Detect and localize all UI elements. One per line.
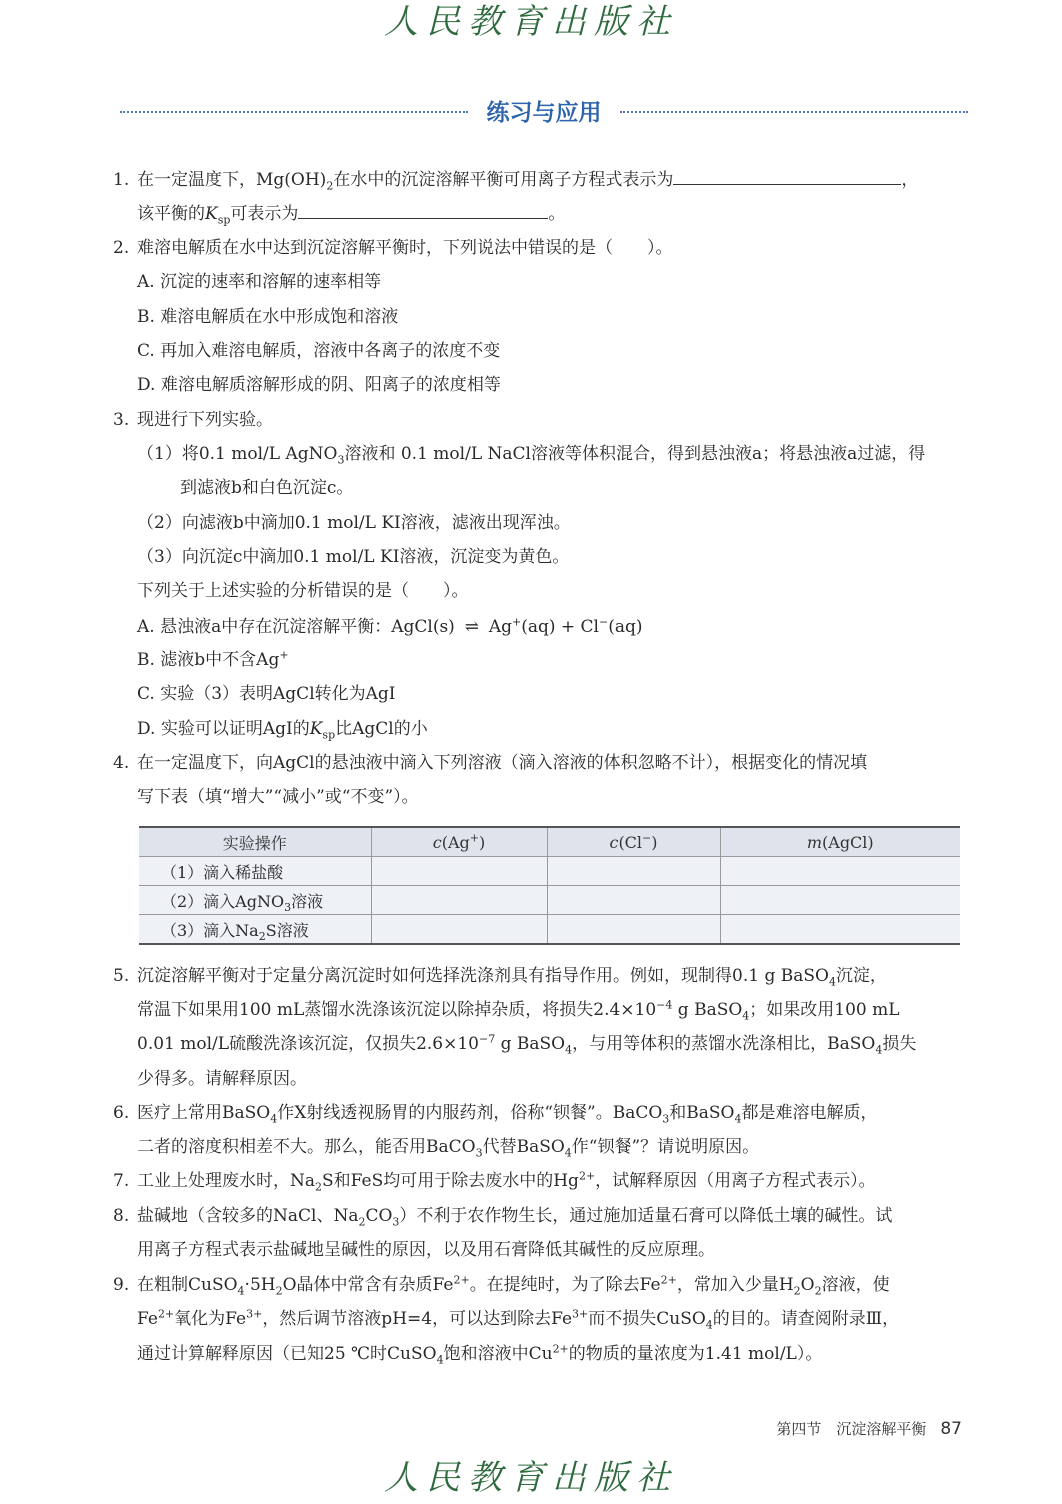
text-fragment: O晶体中常含有杂质Fe <box>282 1275 454 1295</box>
text-fragment: + <box>469 831 479 845</box>
text-fragment: 2 <box>814 1284 822 1298</box>
publisher-logo-bottom: 人民教育出版社 <box>384 1458 678 1498</box>
text-fragment: （2）滴入AgNO <box>161 891 285 911</box>
q2-option-d: D. 难溶电解质溶解形成的阴、阳离子的浓度相等 <box>137 375 501 395</box>
q1-text3: 该平衡的 <box>137 204 205 224</box>
q3-d-text2: 比AgCl的小 <box>335 719 428 739</box>
q3-step1-cont: 到滤液b和白色沉淀c。 <box>180 478 354 498</box>
q4-number: 4. <box>113 753 130 773</box>
row2-c-cl-cell[interactable] <box>547 886 720 915</box>
ksp-sub: sp <box>217 213 231 227</box>
section-header <box>120 92 968 132</box>
q2-option-b: B. 难溶电解质在水中形成饱和溶液 <box>137 307 399 327</box>
q5-line4: 少得多。请解释原因。 <box>137 1069 307 1089</box>
text-fragment: 3+ <box>246 1307 263 1321</box>
q9-line1 <box>113 1273 890 1297</box>
row2-operation <box>139 886 371 915</box>
page-footer <box>776 1418 962 1439</box>
q4-line2: 写下表（填“增大”“减小”或“不变”）。 <box>137 787 419 807</box>
text-fragment: 作X射线透视肠胃的内服药剂，俗称“钡餐”。BaCO <box>277 1103 663 1123</box>
text-fragment: 3+ <box>572 1307 589 1321</box>
q4-line1 <box>113 751 867 775</box>
text-fragment: 都是难溶电解质， <box>741 1103 878 1123</box>
dotted-rule-right <box>620 111 968 113</box>
q2-line <box>113 236 673 260</box>
text-fragment: 沉淀， <box>835 966 887 986</box>
text-fragment: 2 <box>358 1215 366 1229</box>
q3-d-k: K <box>309 719 323 739</box>
q5-number: 5. <box>113 966 130 986</box>
q3-option-d <box>137 717 428 741</box>
text-fragment: 的目的。请查阅附录Ⅲ， <box>712 1309 900 1329</box>
header-c-ag <box>371 827 547 857</box>
q3-step3: （3）向沉淀c中滴加0.1 mol/L KI溶液，沉淀变为黄色。 <box>137 547 570 567</box>
text-fragment: S溶液 <box>265 920 309 940</box>
text-fragment: ) <box>478 832 486 852</box>
row2-c-ag-cell[interactable] <box>371 886 547 915</box>
q3-option-b <box>137 648 289 672</box>
text-fragment: ，然后调节溶液pH=4，可以达到除去Fe <box>262 1309 573 1329</box>
text-fragment: 4 <box>237 1284 245 1298</box>
page-number: 87 <box>940 1419 962 1439</box>
ksp-k: K <box>205 204 218 224</box>
text-fragment: 4 <box>564 1146 572 1160</box>
text-fragment: 工业上处理废水时，Na <box>137 1171 316 1191</box>
q1-blank-ksp[interactable] <box>298 204 548 219</box>
text-fragment: CO <box>365 1206 393 1226</box>
text-fragment: 2 <box>315 1180 323 1194</box>
text-fragment: c <box>609 832 619 852</box>
q3-step1 <box>137 442 925 466</box>
table-header-row <box>139 827 960 857</box>
text-fragment: ·5H <box>244 1275 276 1295</box>
text-fragment: 作“钡餐”？请说明原因。 <box>571 1137 760 1157</box>
q9-line3 <box>137 1342 822 1366</box>
q4-text: 在一定温度下，向AgCl的悬浊液中滴入下列溶液（滴入溶液的体积忽略不计），根据变化的情况填 <box>137 753 868 773</box>
text-fragment: 2+ <box>157 1307 175 1321</box>
text-fragment: (Ag <box>441 832 470 852</box>
q5-line1 <box>113 964 887 988</box>
q3-s1a: （1）将0.1 mol/L AgNO <box>137 444 338 464</box>
text-fragment: 3 <box>662 1112 670 1126</box>
row1-c-ag-cell[interactable] <box>371 857 547 886</box>
row1-c-cl-cell[interactable] <box>547 857 720 886</box>
text-fragment: 2 <box>793 1284 801 1298</box>
header-c-cl <box>547 827 720 857</box>
q8-line2: 用离子方程式表示盐碱地呈碱性的原因，以及用石膏降低其碱性的反应原理。 <box>137 1240 715 1260</box>
q8-line1 <box>113 1204 892 1228</box>
text-fragment: 溶液，使 <box>821 1275 890 1295</box>
header-operation: 实验操作 <box>139 827 371 857</box>
text-fragment: 4 <box>436 1353 444 1367</box>
text-fragment: 4 <box>742 1009 750 1023</box>
table-row <box>139 886 960 915</box>
text-fragment: 4 <box>828 975 836 989</box>
q3-option-c: C. 实验（3）表明AgCl转化为AgI <box>137 684 396 704</box>
header-m-agcl <box>720 827 960 857</box>
text-fragment: 4 <box>565 1043 573 1057</box>
text-fragment: 。在提纯时，为了除去Fe <box>469 1275 661 1295</box>
q1-text: 在一定温度下，Mg(OH) <box>137 170 327 190</box>
text-fragment: ) <box>651 832 658 852</box>
q3-a-sup2: − <box>598 615 609 629</box>
text-fragment: (Cl <box>618 832 643 852</box>
text-fragment: 0.01 mol/L硫酸洗涤该沉淀，仅损失2.6×10 <box>137 1034 479 1054</box>
row3-c-ag-cell[interactable] <box>371 915 547 945</box>
text-fragment: 2 <box>258 929 266 943</box>
text-fragment: 氧化为Fe <box>174 1309 247 1329</box>
text-fragment: (AgCl) <box>822 832 874 852</box>
text-fragment: 溶液 <box>291 891 324 911</box>
q3-s1b: 溶液和 0.1 mol/L NaCl溶液等体积混合，得到悬浊液a；将悬浊液a过滤，得 <box>344 444 926 464</box>
text-fragment: 常温下如果用100 mL蒸馏水洗涤该沉淀以除掉杂质，将损失2.4×10 <box>137 1000 657 1020</box>
q2-text: 难溶电解质在水中达到沉淀溶解平衡时，下列说法中错误的是（ ）。 <box>137 238 673 258</box>
q1-blank-equation[interactable] <box>673 170 901 185</box>
text-fragment: ，试解释原因（用离子方程式表示）。 <box>595 1171 876 1191</box>
text-fragment: 4 <box>270 1112 278 1126</box>
text-fragment: 2+ <box>453 1273 470 1287</box>
q1-sub: 2 <box>326 179 334 193</box>
text-fragment: ，常加入少量H <box>676 1275 794 1295</box>
q7-number: 7. <box>113 1171 130 1191</box>
text-fragment: 4 <box>875 1043 883 1057</box>
text-fragment: 3 <box>475 1146 483 1160</box>
q9-line2 <box>137 1307 899 1331</box>
table-row <box>139 857 960 886</box>
text-fragment: −7 <box>478 1032 496 1046</box>
text-fragment: m <box>806 832 823 852</box>
q1-comma: ， <box>901 170 919 190</box>
q3-a-ag: Ag <box>488 617 512 637</box>
section-title: 练习与应用 <box>486 100 602 126</box>
publisher-logo-top: 人民教育出版社 <box>384 2 678 42</box>
q3-step2: （2）向滤液b中滴加0.1 mol/L KI溶液，滤液出现浑浊。 <box>137 513 571 533</box>
text-fragment: 沉淀溶解平衡对于定量分离沉淀时如何选择洗涤剂具有指导作用。例如，现制得0.1 g BaSO <box>137 966 829 986</box>
q1-number: 1. <box>113 170 130 190</box>
q3-option-a <box>137 615 643 639</box>
text-fragment: 3 <box>392 1215 400 1229</box>
footer-section: 第四节 沉淀溶解平衡 <box>776 1420 927 1438</box>
text-fragment: 医疗上常用BaSO <box>137 1103 271 1123</box>
q7-line <box>113 1169 876 1193</box>
q6-number: 6. <box>113 1103 130 1123</box>
text-fragment: 2+ <box>578 1169 596 1183</box>
row3-c-cl-cell[interactable] <box>547 915 720 945</box>
q3-number: 3. <box>113 410 130 430</box>
text-fragment: 通过计算解释原因（已知25 ℃时CuSO <box>137 1344 437 1364</box>
text-fragment: c <box>432 832 442 852</box>
text-fragment: 4 <box>705 1318 713 1332</box>
q3-text: 现进行下列实验。 <box>137 410 273 430</box>
row2-m-agcl-cell[interactable] <box>720 886 960 915</box>
dotted-rule-left <box>120 111 468 113</box>
q6-line2 <box>137 1135 759 1159</box>
q3-b-sup: + <box>279 648 289 662</box>
q1-line2 <box>137 202 565 226</box>
text-fragment: 代替BaSO <box>482 1137 565 1157</box>
q6-line1 <box>113 1101 878 1125</box>
q1-text4: 可表示为 <box>230 204 299 224</box>
row3-operation <box>139 915 371 945</box>
text-fragment: − <box>642 831 652 845</box>
table-row <box>139 915 960 945</box>
text-fragment: 在粗制CuSO <box>137 1275 238 1295</box>
text-fragment: ，与用等体积的蒸馏水洗涤相比，BaSO <box>572 1034 876 1054</box>
text-fragment: 饱和溶液中Cu <box>443 1344 553 1364</box>
text-fragment: 4 <box>734 1112 742 1126</box>
q8-number: 8. <box>113 1206 130 1226</box>
q1-line1 <box>113 168 918 192</box>
text-fragment: g BaSO <box>672 1000 743 1020</box>
text-fragment: 2 <box>275 1284 283 1298</box>
q3-a-cl: (aq) + Cl <box>521 617 599 637</box>
text-fragment: （3）滴入Na <box>161 920 259 940</box>
q2-number: 2. <box>113 238 130 258</box>
q3-a-aq: (aq) <box>608 617 643 637</box>
q1-text2: 在水中的沉淀溶解平衡可用离子方程式表示为 <box>333 170 674 190</box>
q2-option-c: C. 再加入难溶电解质，溶液中各离子的浓度不变 <box>137 341 501 361</box>
equilibrium-arrow-icon: ⇌ <box>464 617 479 637</box>
text-fragment: 而不损失CuSO <box>588 1309 706 1329</box>
q3-d-sub: sp <box>322 728 336 742</box>
text-fragment: S和FeS均可用于除去废水中的Hg <box>322 1171 579 1191</box>
text-fragment: g BaSO <box>495 1034 566 1054</box>
text-fragment: 3 <box>284 900 292 914</box>
q3-a-text: A. 悬浊液a中存在沉淀溶解平衡：AgCl(s) <box>137 617 455 637</box>
q1-period: 。 <box>548 204 566 224</box>
q3-line <box>113 408 273 432</box>
q5-line3 <box>137 1032 916 1056</box>
text-fragment: 2+ <box>660 1273 677 1287</box>
text-fragment: ）不利于农作物生长，通过施加适量石膏可以降低土壤的碱性。试 <box>399 1206 893 1226</box>
q3-b-text: B. 滤液b中不含Ag <box>137 650 280 670</box>
q4-table <box>139 826 960 945</box>
q3-a-sup: + <box>511 615 522 629</box>
text-fragment: ；如果改用100 mL <box>749 1000 900 1020</box>
q9-number: 9. <box>113 1275 130 1295</box>
text-fragment: Fe <box>137 1309 158 1329</box>
q3-ask: 下列关于上述实验的分析错误的是（ ）。 <box>137 581 469 601</box>
text-fragment: O <box>800 1275 815 1295</box>
text-fragment: 的物质的量浓度为1.41 mol/L）。 <box>568 1344 823 1364</box>
text-fragment: −4 <box>656 998 673 1012</box>
q3-d-text: D. 实验可以证明AgI的 <box>137 719 310 739</box>
text-fragment: 和BaSO <box>669 1103 735 1123</box>
row1-operation: （1）滴入稀盐酸 <box>139 857 371 886</box>
q2-option-a: A. 沉淀的速率和溶解的速率相等 <box>137 272 382 292</box>
text-fragment: 2+ <box>552 1342 569 1356</box>
q3-s1sub: 3 <box>337 453 345 467</box>
text-fragment: 盐碱地（含较多的NaCl、Na <box>137 1206 359 1226</box>
text-fragment: 损失 <box>882 1034 917 1054</box>
row1-m-agcl-cell[interactable] <box>720 857 960 886</box>
q5-line2 <box>137 998 900 1022</box>
row3-m-agcl-cell[interactable] <box>720 915 960 945</box>
text-fragment: 二者的溶度积相差不大。那么，能否用BaCO <box>137 1137 476 1157</box>
